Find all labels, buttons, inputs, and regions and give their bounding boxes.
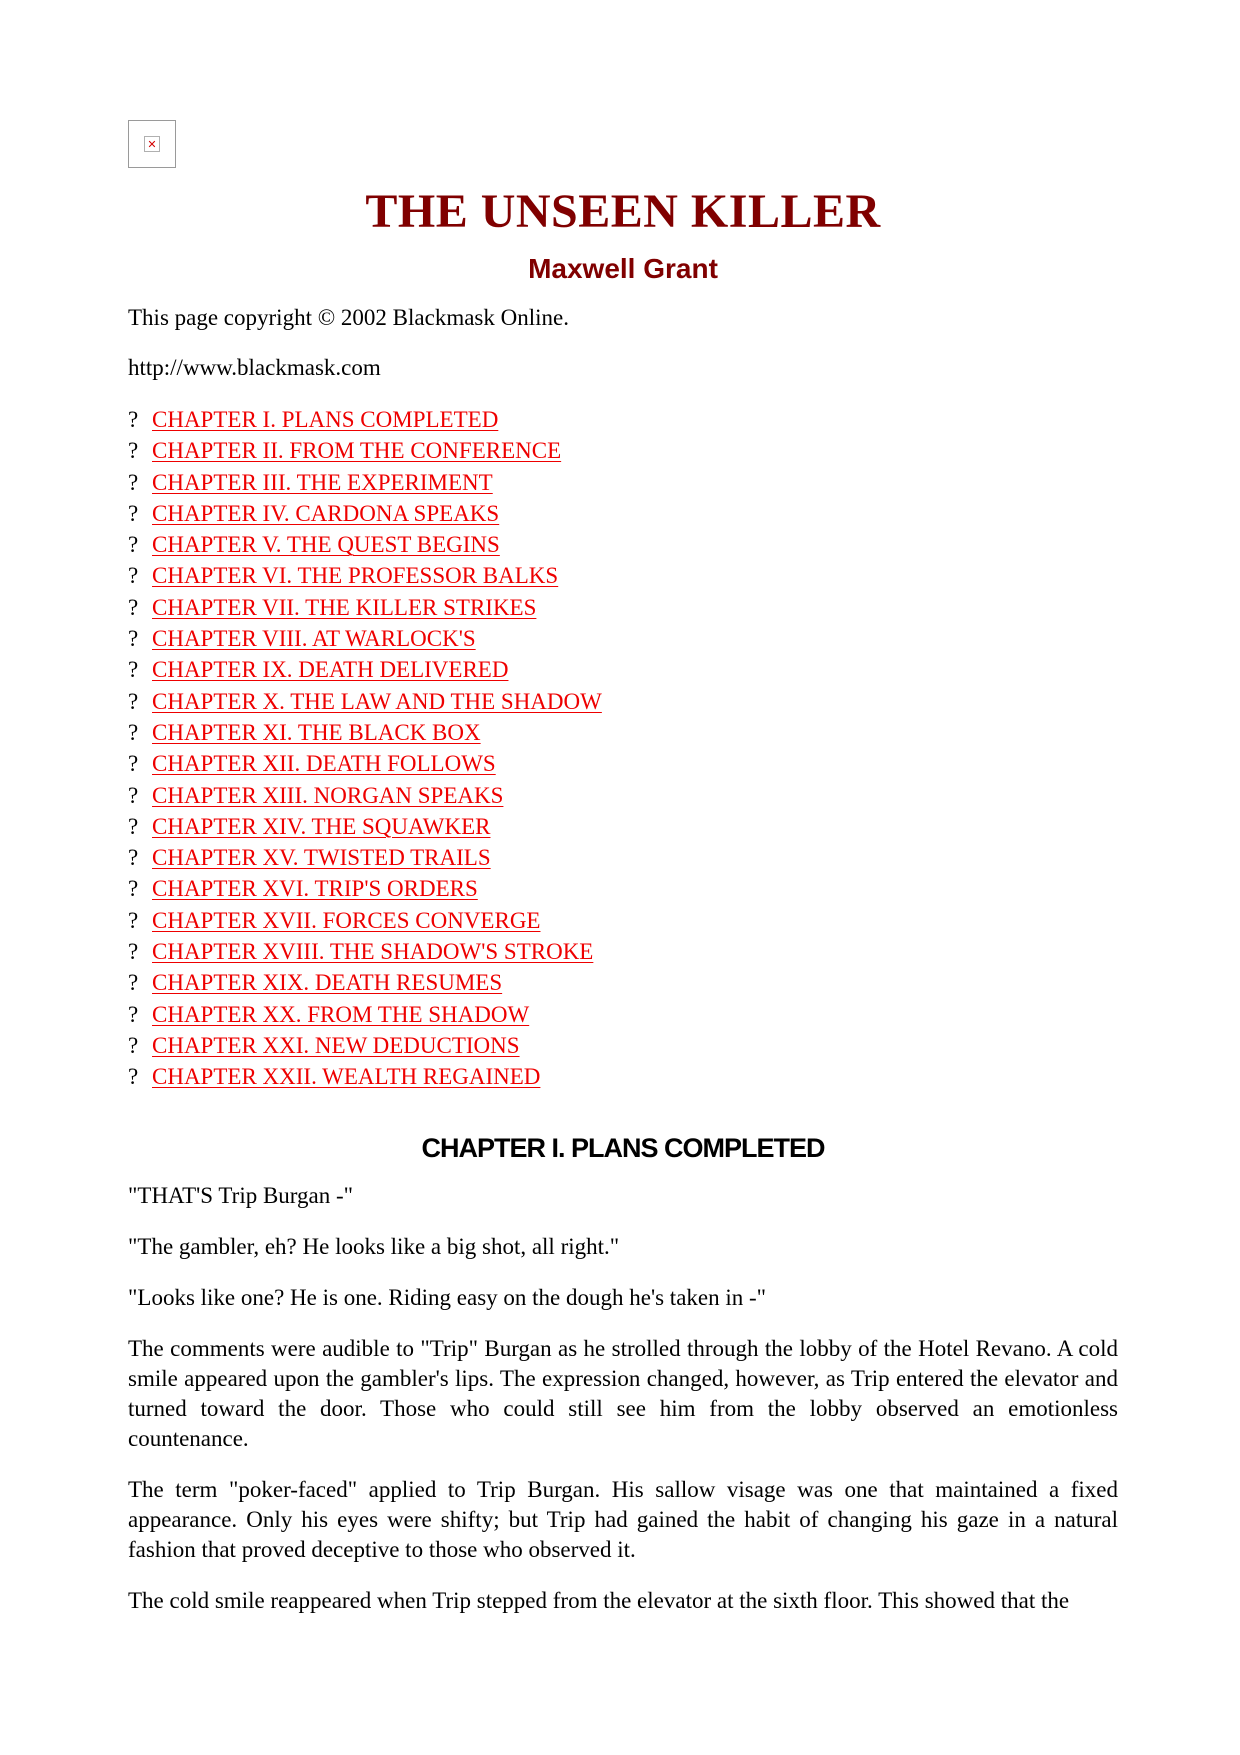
toc-bullet: ? [128,876,139,902]
toc-bullet: ? [128,1032,139,1058]
chapter-heading: CHAPTER I. PLANS COMPLETED [421,1132,825,1163]
toc-item [128,499,1118,530]
toc-link-chapter-16[interactable]: CHAPTER XVI. TRIP'S ORDERS [152,876,478,902]
toc-bullet: ? [128,688,139,714]
toc-link-chapter-5[interactable]: CHAPTER V. THE QUEST BEGINS [152,532,500,558]
toc-item [128,1062,1118,1093]
toc-link-chapter-12[interactable]: CHAPTER XII. DEATH FOLLOWS [152,751,496,777]
toc-link-chapter-11[interactable]: CHAPTER XI. THE BLACK BOX [152,719,481,745]
toc-bullet: ? [128,532,139,558]
table-of-contents [128,405,1118,1094]
book-title: THE UNSEEN KILLER [365,185,881,238]
toc-link-chapter-4[interactable]: CHAPTER IV. CARDONA SPEAKS [152,500,500,526]
toc-link-chapter-2[interactable]: CHAPTER II. FROM THE CONFERENCE [152,438,562,464]
paragraph: "THAT'S Trip Burgan -" [128,1182,354,1208]
toc-item [128,906,1118,937]
paragraph: "Looks like one? He is one. Riding easy on the dough he's taken in -" [128,1284,767,1310]
toc-bullet: ? [128,751,139,777]
toc-bullet: ? [128,1064,139,1090]
toc-link-chapter-7[interactable]: CHAPTER VII. THE KILLER STRIKES [152,594,537,620]
toc-item [128,624,1118,655]
toc-bullet: ? [128,1001,139,1027]
toc-item [128,968,1118,999]
author-name: Maxwell Grant [528,253,718,284]
toc-item [128,655,1118,686]
toc-link-chapter-20[interactable]: CHAPTER XX. FROM THE SHADOW [152,1001,530,1027]
broken-image-x-icon: ✕ [144,136,160,152]
toc-bullet: ? [128,782,139,808]
toc-link-chapter-10[interactable]: CHAPTER X. THE LAW AND THE SHADOW [152,688,602,714]
toc-bullet: ? [128,469,139,495]
toc-item [128,937,1118,968]
toc-link-chapter-18[interactable]: CHAPTER XVIII. THE SHADOW'S STROKE [152,939,594,965]
toc-link-chapter-3[interactable]: CHAPTER III. THE EXPERIMENT [152,469,493,495]
toc-item [128,561,1118,592]
toc-item [128,1000,1118,1031]
toc-link-chapter-8[interactable]: CHAPTER VIII. AT WARLOCK'S [152,626,476,652]
paragraph: The term "poker-faced" applied to Trip Burgan. His sallow visage was one that maintained a fixed appearance. Only his eyes were shifty; but Trip had gained the habit of changing his gaze in a natural fashion that proved deceptive to those who observed it. [128,1476,1118,1562]
toc-link-chapter-21[interactable]: CHAPTER XXI. NEW DEDUCTIONS [152,1032,520,1058]
toc-bullet: ? [128,626,139,652]
toc-item [128,468,1118,499]
toc-bullet: ? [128,845,139,871]
toc-bullet: ? [128,970,139,996]
toc-item [128,593,1118,624]
website-url: http://www.blackmask.com [128,355,381,380]
toc-link-chapter-15[interactable]: CHAPTER XV. TWISTED TRAILS [152,845,491,871]
toc-item [128,405,1118,436]
toc-bullet: ? [128,813,139,839]
toc-item [128,1031,1118,1062]
toc-item [128,718,1118,749]
toc-bullet: ? [128,563,139,589]
toc-item [128,843,1118,874]
toc-link-chapter-17[interactable]: CHAPTER XVII. FORCES CONVERGE [152,907,541,933]
toc-bullet: ? [128,907,139,933]
toc-item [128,749,1118,780]
toc-link-chapter-6[interactable]: CHAPTER VI. THE PROFESSOR BALKS [152,563,559,589]
paragraph: "The gambler, eh? He looks like a big shot, all right." [128,1233,620,1259]
toc-item [128,436,1118,467]
toc-item [128,781,1118,812]
toc-bullet: ? [128,939,139,965]
paragraph: The comments were audible to "Trip" Burgan as he strolled through the lobby of the Hotel Revano. A cold smile appeared upon the gambler's lips. The expression changed, however, as Trip entered the elevator and turned toward the door. Those who could still see him from the lobby observed an emotionless countenance. [128,1335,1118,1451]
toc-bullet: ? [128,594,139,620]
toc-link-chapter-1[interactable]: CHAPTER I. PLANS COMPLETED [152,407,499,432]
toc-bullet: ? [128,500,139,526]
toc-link-chapter-13[interactable]: CHAPTER XIII. NORGAN SPEAKS [152,782,504,808]
toc-item [128,812,1118,843]
toc-bullet: ? [128,438,139,464]
toc-bullet: ? [128,657,139,683]
toc-bullet: ? [128,719,139,745]
copyright-notice: This page copyright © 2002 Blackmask Online. [128,305,569,330]
toc-link-chapter-14[interactable]: CHAPTER XIV. THE SQUAWKER [152,813,491,839]
toc-item [128,874,1118,905]
document-page [128,120,1118,1616]
paragraph: The cold smile reappeared when Trip stepped from the elevator at the sixth floor. This showed that the [128,1587,1070,1613]
broken-image-icon [128,120,176,168]
toc-link-chapter-22[interactable]: CHAPTER XXII. WEALTH REGAINED [152,1064,541,1090]
toc-link-chapter-19[interactable]: CHAPTER XIX. DEATH RESUMES [152,970,503,996]
toc-item [128,530,1118,561]
toc-link-chapter-9[interactable]: CHAPTER IX. DEATH DELIVERED [152,657,509,683]
chapter-body [128,1181,1118,1616]
toc-item [128,687,1118,718]
toc-bullet: ? [128,407,139,432]
